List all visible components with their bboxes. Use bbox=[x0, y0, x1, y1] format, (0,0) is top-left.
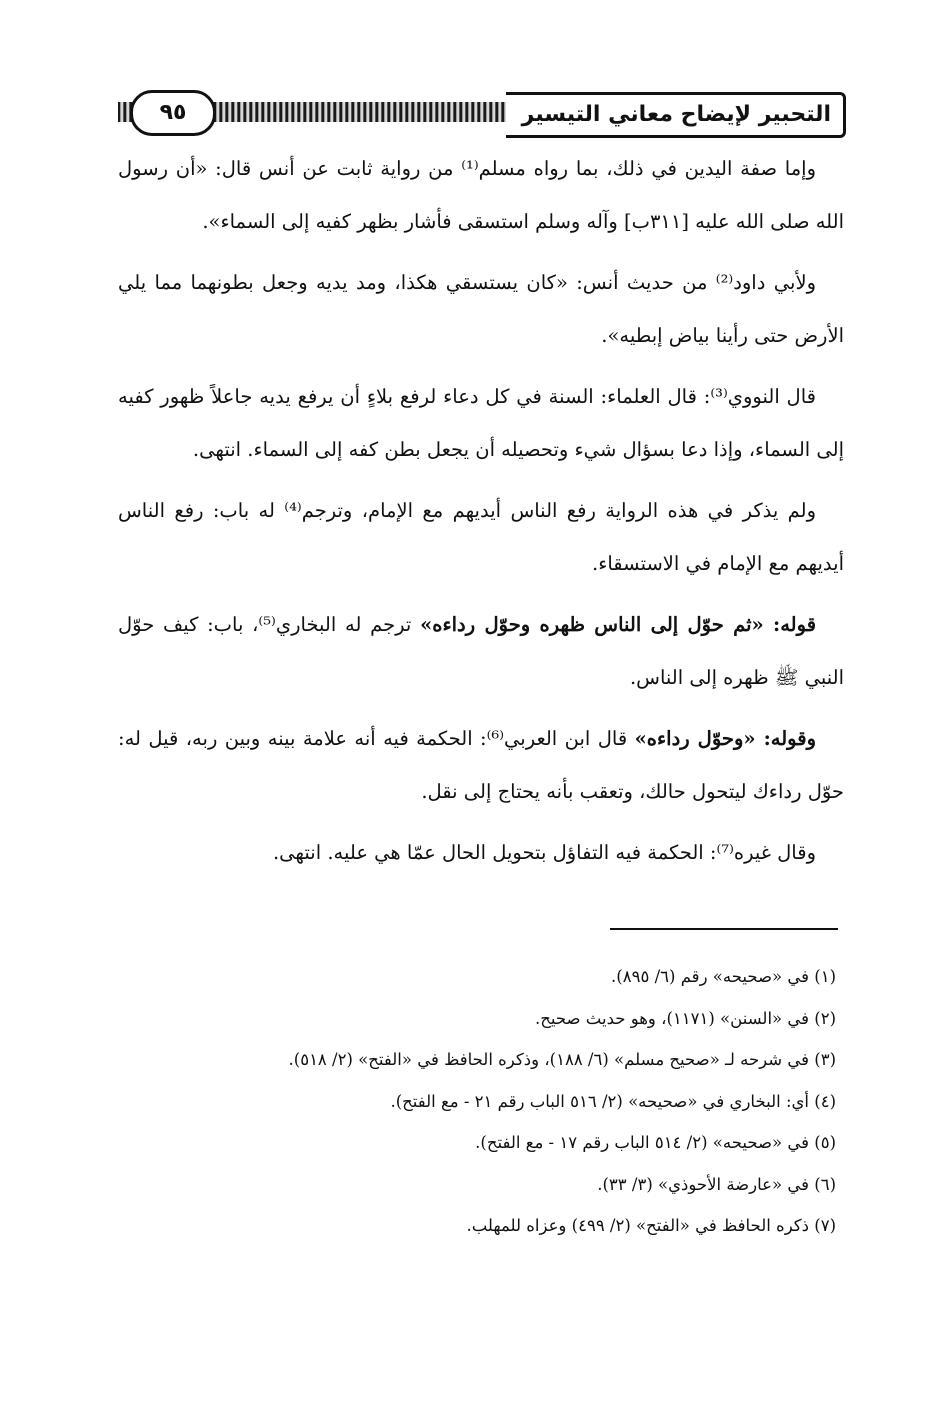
quoted-heading: وقوله: «وحوّل رداءه» bbox=[634, 727, 816, 750]
quoted-heading: قوله: «ثم حوّل إلى الناس ظهره وحوّل رداءه» bbox=[420, 613, 817, 636]
footnotes bbox=[118, 956, 836, 1247]
footnote: (٢) في «السنن» (١١٧١)، وهو حديث صحيح. bbox=[535, 1008, 836, 1028]
book-title: التحبير لإيضاح معاني التيسير bbox=[506, 92, 846, 138]
paragraph bbox=[118, 484, 844, 590]
paragraph bbox=[118, 598, 844, 704]
main-text bbox=[118, 142, 844, 887]
paragraph-text: قال ابن العربي⁽⁶⁾: الحكمة فيه أنه علامة بينه وبين ربه، قيل له: حوّل رداءك ليتحول حالك، وتعقب بأنه يحتاج إلى نقل. bbox=[118, 727, 844, 803]
paragraph-text: ولم يذكر في هذه الرواية رفع الناس أيديهم مع الإمام، وترجم⁽⁴⁾ له باب: رفع الناس أيديهم مع الإمام في الاستسقاء. bbox=[118, 499, 844, 575]
footnote: (٦) في «عارضة الأحوذي» (٣/ ٣٣). bbox=[597, 1174, 836, 1194]
paragraph bbox=[118, 256, 844, 362]
footnote: (٤) أي: البخاري في «صحيحه» (٢/ ٥١٦ الباب رقم ٢١ - مع الفتح). bbox=[390, 1091, 836, 1111]
paragraph-text: ولأبي داود⁽²⁾ من حديث أنس: «كان يستسقي هكذا، ومد يديه وجعل بطونهما مما يلي الأرض حتى رأينا بياض إبطيه». bbox=[118, 271, 844, 347]
paragraph bbox=[118, 370, 844, 476]
paragraph-text: ترجم له البخاري⁽⁵⁾، باب: كيف حوّل النبي ﷺ ظهره إلى الناس. bbox=[118, 613, 844, 689]
paragraph bbox=[118, 826, 844, 879]
footnote-separator bbox=[610, 928, 838, 930]
footnote: (٥) في «صحيحه» (٢/ ٥١٤ الباب رقم ١٧ - مع الفتح). bbox=[475, 1133, 836, 1152]
paragraph bbox=[118, 712, 844, 818]
footnote: (١) في «صحيحه» رقم (٦/ ٨٩٥). bbox=[611, 967, 836, 986]
page-number: ٩٥ bbox=[130, 90, 216, 136]
paragraph-text: قال النووي⁽³⁾: قال العلماء: السنة في كل دعاء لرفع بلاءٍ أن يرفع يديه جاعلاً ظهور كفيه إلى السماء، وإذا دعا بسؤال شيء وتحصيله أن يجعل بطن كفه إلى السماء. انتهى. bbox=[118, 385, 844, 461]
paragraph-text: وقال غيره⁽⁷⁾: الحكمة فيه التفاؤل بتحويل الحال عمّا هي عليه. انتهى. bbox=[272, 841, 816, 864]
footnote: (٣) في شرحه لـ «صحيح مسلم» (٦/ ١٨٨)، وذكره الحافظ في «الفتح» (٢/ ٥١٨). bbox=[288, 1050, 836, 1069]
paragraph-text: وإما صفة اليدين في ذلك، بما رواه مسلم⁽¹⁾ من رواية ثابت عن أنس قال: «أن رسول الله صلى الله عليه [٣١١ب] وآله وسلم استسقى فأشار بظهر كفيه إلى السماء». bbox=[118, 157, 844, 233]
paragraph bbox=[118, 142, 844, 248]
page-header bbox=[118, 92, 846, 138]
footnote: (٧) ذكره الحافظ في «الفتح» (٢/ ٤٩٩) وعزاه للمهلب. bbox=[466, 1216, 836, 1235]
